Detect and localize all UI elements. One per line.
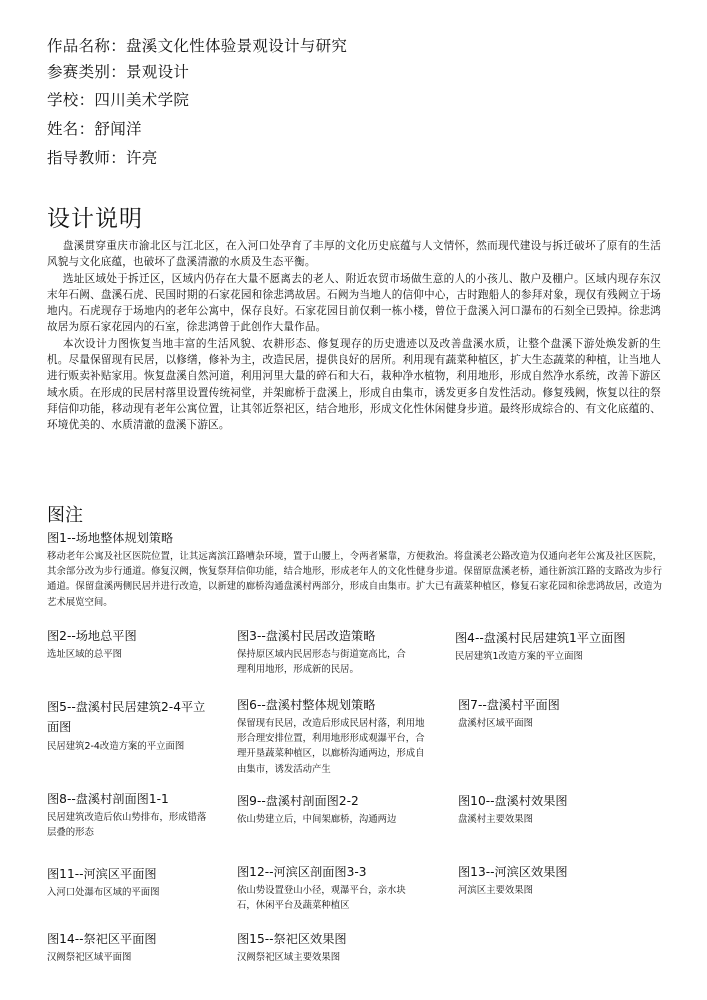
figure-11-caption — [47, 866, 227, 900]
design-paragraph-3: 本次设计力图恢复当地丰富的生活风貌、农耕形态、修复现存的历史遗迹以及改善盘溪水质，让整个盘溪下游处焕发新的生机。尽量保留现有民居，以修缮，修补为主，改造民居，提供良好的居所。利用现有蔬菜种植区，扩大生态蔬菜的种植，让当地人进行贩卖补贴家用。恢复盘溪自然河道，利用河里大量的碎石和大石，栽种净水植物，利用地形，形成自然净水系统，改善下游区域水质。在形成的民居村落里设置传统祠堂，并架廊桥于盘溪上，形成自由集市，诱发更多自发性活动。修复残阙，恢复以往的祭拜信仰功能，移动现有老年公寓位置，让其邻近祭祀区，结合地形，形成文化性休闲健身步道。最终形成综合的、有文化底蕴的、环境优美的、水质清澈的盘溪下游区。 — [47, 337, 661, 432]
figure-8-desc: 民居建筑改造后依山势排布，形成错落层叠的形态 — [47, 812, 207, 839]
figure-4-title: 图4--盘溪村民居建筑1平立面图 — [455, 631, 626, 645]
figure-8-caption — [47, 791, 209, 840]
figure-4-desc: 民居建筑1改造方案的平立面图 — [455, 651, 583, 662]
figure-13-title: 图13--河滨区效果图 — [458, 865, 568, 879]
figure-11-title: 图11--河滨区平面图 — [47, 867, 157, 881]
figure-9-title: 图9--盘溪村剖面图2-2 — [237, 794, 359, 808]
figure-6-caption — [237, 697, 427, 777]
figure-6-title: 图6--盘溪村整体规划策略 — [237, 698, 376, 712]
school: 学校：四川美术学院 — [47, 91, 190, 109]
figure-14-caption — [47, 931, 227, 965]
category: 参赛类别：景观设计 — [47, 63, 190, 81]
figure-9-caption — [237, 793, 397, 827]
figure-10-desc: 盘溪村主要效果图 — [458, 814, 534, 825]
figure-13-caption — [458, 864, 658, 898]
figure-12-title: 图12--河滨区剖面图3-3 — [237, 865, 367, 879]
figure-4-caption — [455, 630, 665, 664]
figure-7-caption — [458, 697, 658, 731]
figure-14-title: 图14--祭祀区平面图 — [47, 932, 157, 946]
figure-1-title: 图1--场地整体规划策略 — [47, 531, 174, 545]
figure-2-desc: 选址区域的总平图 — [47, 649, 123, 660]
figure-3-desc: 保持原区域内民居形态与街道宽高比，合理利用地形，形成新的民居。 — [237, 649, 406, 676]
figure-12-desc: 依山势设置登山小径，观瀑平台，亲水块石，休闲平台及蔬菜种植区 — [237, 885, 406, 912]
design-paragraph-2: 选址区域处于拆迁区，区域内仍存在大量不愿离去的老人、附近农贸市场做生意的人的小孩儿、散户及棚户。区域内现存东汉末年石阙、盘溪石虎、民国时期的石家花园和徐悲鸿故居。石阙为当地人的信仰中心，古时跑船人的参拜对象，现仅有残阙立于场地内。石虎现存于场地内的老年公寓中，保存良好。石家花园目前仅剩一栋小楼，曾位于盘溪入河口瀑布的石刻全已毁掉。徐悲鸿故居为原石家花园内的石室，徐悲鸿曾于此创作大量作品。 — [47, 272, 661, 334]
figure-5-title: 图5--盘溪村民居建筑2-4平立面图 — [47, 700, 206, 734]
figure-15-caption — [237, 931, 437, 965]
figure-12-caption — [237, 864, 407, 913]
figure-10-caption — [458, 793, 658, 827]
figure-6-desc: 保留现有民居，改造后形成民居村落，利用地形合理安排位置，利用地形形成观瀑平台，合理开垦蔬菜种植区，以廊桥沟通两边，形成自由集市，诱发活动产生 — [237, 718, 425, 775]
figure-15-desc: 汉阙祭祀区域主要效果图 — [237, 952, 341, 963]
figure-5-desc: 民居建筑2-4改造方案的平立面图 — [47, 741, 185, 752]
figure-7-desc: 盘溪村区域平面图 — [458, 718, 534, 729]
figure-1-caption — [47, 530, 662, 610]
design-paragraph-1: 盘溪贯穿重庆市渝北区与江北区，在入河口处孕育了丰厚的文化历史底蕴与人文情怀，然而现代建设与拆迁破坏了原有的生活风貌与文化底蕴，也破坏了盘溪清澈的水质及生态平衡。 — [47, 240, 661, 269]
figures-title: 图注 — [47, 505, 83, 526]
figure-3-caption — [237, 628, 412, 677]
figure-13-desc: 河滨区主要效果图 — [458, 885, 534, 896]
figure-15-title: 图15--祭祀区效果图 — [237, 932, 347, 946]
figure-5-caption — [47, 697, 209, 754]
design-description — [47, 238, 661, 434]
figure-7-title: 图7--盘溪村平面图 — [458, 698, 560, 712]
design-title: 设计说明 — [47, 206, 143, 232]
advisor: 指导教师：许亮 — [47, 149, 158, 167]
student-name: 姓名：舒闻洋 — [47, 120, 142, 138]
figure-1-desc: 移动老年公寓及社区医院位置，让其远离滨江路嘈杂环境，置于山腰上，令两者紧靠，方便救治。将盘溪老公路改造为仅通向老年公寓及社区医院，其余部分改为步行通道。修复汉阙，恢复祭拜信仰功能，结合地形，形成老年人的文化性健身步道。保留原盘溪老桥，通往新滨江路的支路改为步行通道。保留盘溪两侧民居并进行改造，以新建的廊桥沟通盘溪村两部分，形成自由集市。扩大已有蔬菜种植区，修复石家花园和徐悲鸿故居，改造为艺术展览空间。 — [47, 551, 662, 608]
figure-9-desc: 依山势建立后，中间架廊桥，沟通两边 — [237, 814, 397, 825]
work-name: 作品名称：盘溪文化性体验景观设计与研究 — [47, 37, 348, 55]
figure-8-title: 图8--盘溪村剖面图1-1 — [47, 792, 169, 806]
figure-10-title: 图10--盘溪村效果图 — [458, 794, 568, 808]
figure-11-desc: 入河口处瀑布区域的平面图 — [47, 887, 160, 898]
figure-2-title: 图2--场地总平图 — [47, 629, 137, 643]
figure-2-caption — [47, 628, 207, 662]
figure-14-desc: 汉阙祭祀区域平面图 — [47, 952, 132, 963]
figure-3-title: 图3--盘溪村民居改造策略 — [237, 629, 376, 643]
